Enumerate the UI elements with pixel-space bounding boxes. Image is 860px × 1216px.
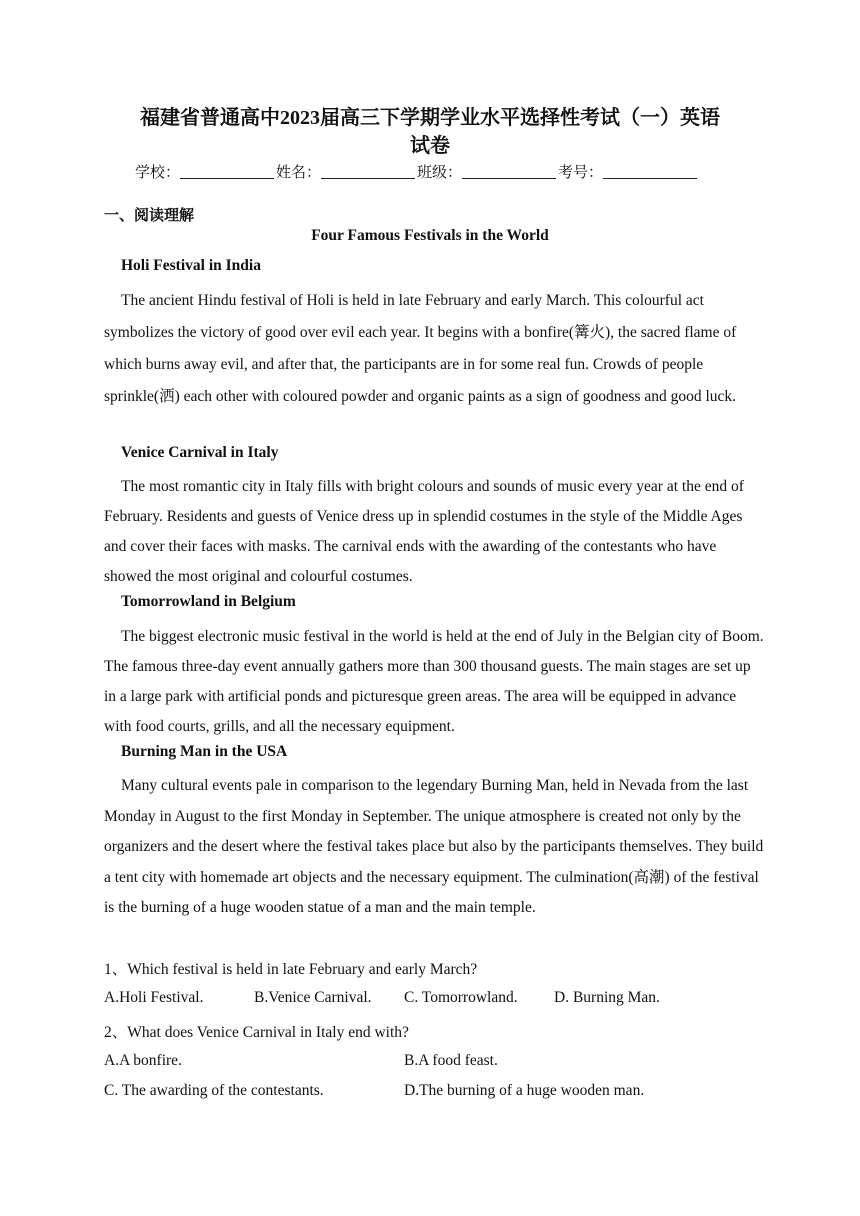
question-1-option-c[interactable]: C. Tomorrowland. <box>404 989 518 1006</box>
title-line-2: 试卷 <box>410 135 450 157</box>
festival-heading-tomorrowland: Tomorrowland in Belgium <box>121 593 296 610</box>
student-info-row <box>135 161 699 182</box>
article-title: Four Famous Festivals in the World <box>311 227 549 244</box>
page-title <box>100 104 760 160</box>
school-label: 学校： <box>135 165 181 181</box>
question-1-option-b[interactable]: B.Venice Carnival. <box>254 989 372 1006</box>
question-1-option-d[interactable]: D. Burning Man. <box>554 989 660 1006</box>
school-blank <box>180 164 274 179</box>
festival-heading-venice: Venice Carnival in Italy <box>121 444 279 461</box>
question-2-option-d[interactable]: D.The burning of a huge wooden man. <box>404 1082 645 1099</box>
festival-heading-burning-man: Burning Man in the USA <box>121 743 288 760</box>
class-blank <box>462 164 556 179</box>
question-1-stem: 1、Which festival is held in late February and early March? <box>104 961 478 978</box>
name-blank <box>321 164 415 179</box>
section-heading: 一、阅读理解 <box>104 208 195 224</box>
festival-heading-holi: Holi Festival in India <box>121 257 261 274</box>
name-label: 姓名： <box>276 165 322 181</box>
festival-text-venice: The most romantic city in Italy fills with bright colours and sounds of music every year at the end of February. Residents and guests of Venice dress up in splendid costumes in the style of the Middle Ages and cover their faces with masks. The carnival ends with the awarding of the contestants who have showed the most original and colourful costumes. <box>104 478 744 585</box>
question-1-option-a[interactable]: A.Holi Festival. <box>104 989 204 1006</box>
question-2-option-b[interactable]: B.A food feast. <box>404 1052 498 1069</box>
class-label: 班级： <box>417 165 463 181</box>
question-2-stem: 2、What does Venice Carnival in Italy end with? <box>104 1024 409 1041</box>
festival-text-tomorrowland: The biggest electronic music festival in the world is held at the end of July in the Belgian city of Boom. The famous three-day event annually gathers more than 300 thousand guests. The main stages are set up in a large park with artificial ponds and picturesque green areas. The area will be equipped in advance with food courts, grills, and all the necessary equipment. <box>104 628 764 735</box>
festival-text-holi: The ancient Hindu festival of Holi is held in late February and early March. This colourful act symbolizes the victory of good over evil each year. It begins with a bonfire(篝火), the sacred flame of which burns away evil, and after that, the participants are in for some real fun. Crowds of people sprinkle(洒) each other with coloured powder and organic paints as a sign of goodness and good luck. <box>104 292 737 405</box>
question-2-option-c[interactable]: C. The awarding of the contestants. <box>104 1082 324 1099</box>
number-blank <box>603 164 697 179</box>
question-2-option-a[interactable]: A.A bonfire. <box>104 1052 182 1069</box>
number-label: 考号： <box>558 165 604 181</box>
festival-text-burning-man: Many cultural events pale in comparison to the legendary Burning Man, held in Nevada from the last Monday in August to the first Monday in September. The unique atmosphere is created not only by the organizers and the desert where the festival takes place but also by the participants themselves. They build a tent city with homemade art objects and the necessary equipment. The culmination(高潮) of the festival is the burning of a huge wooden statue of a man and the main temple. <box>104 777 764 916</box>
title-line-1: 福建省普通高中2023届高三下学期学业水平选择性考试（一）英语 <box>140 107 720 129</box>
